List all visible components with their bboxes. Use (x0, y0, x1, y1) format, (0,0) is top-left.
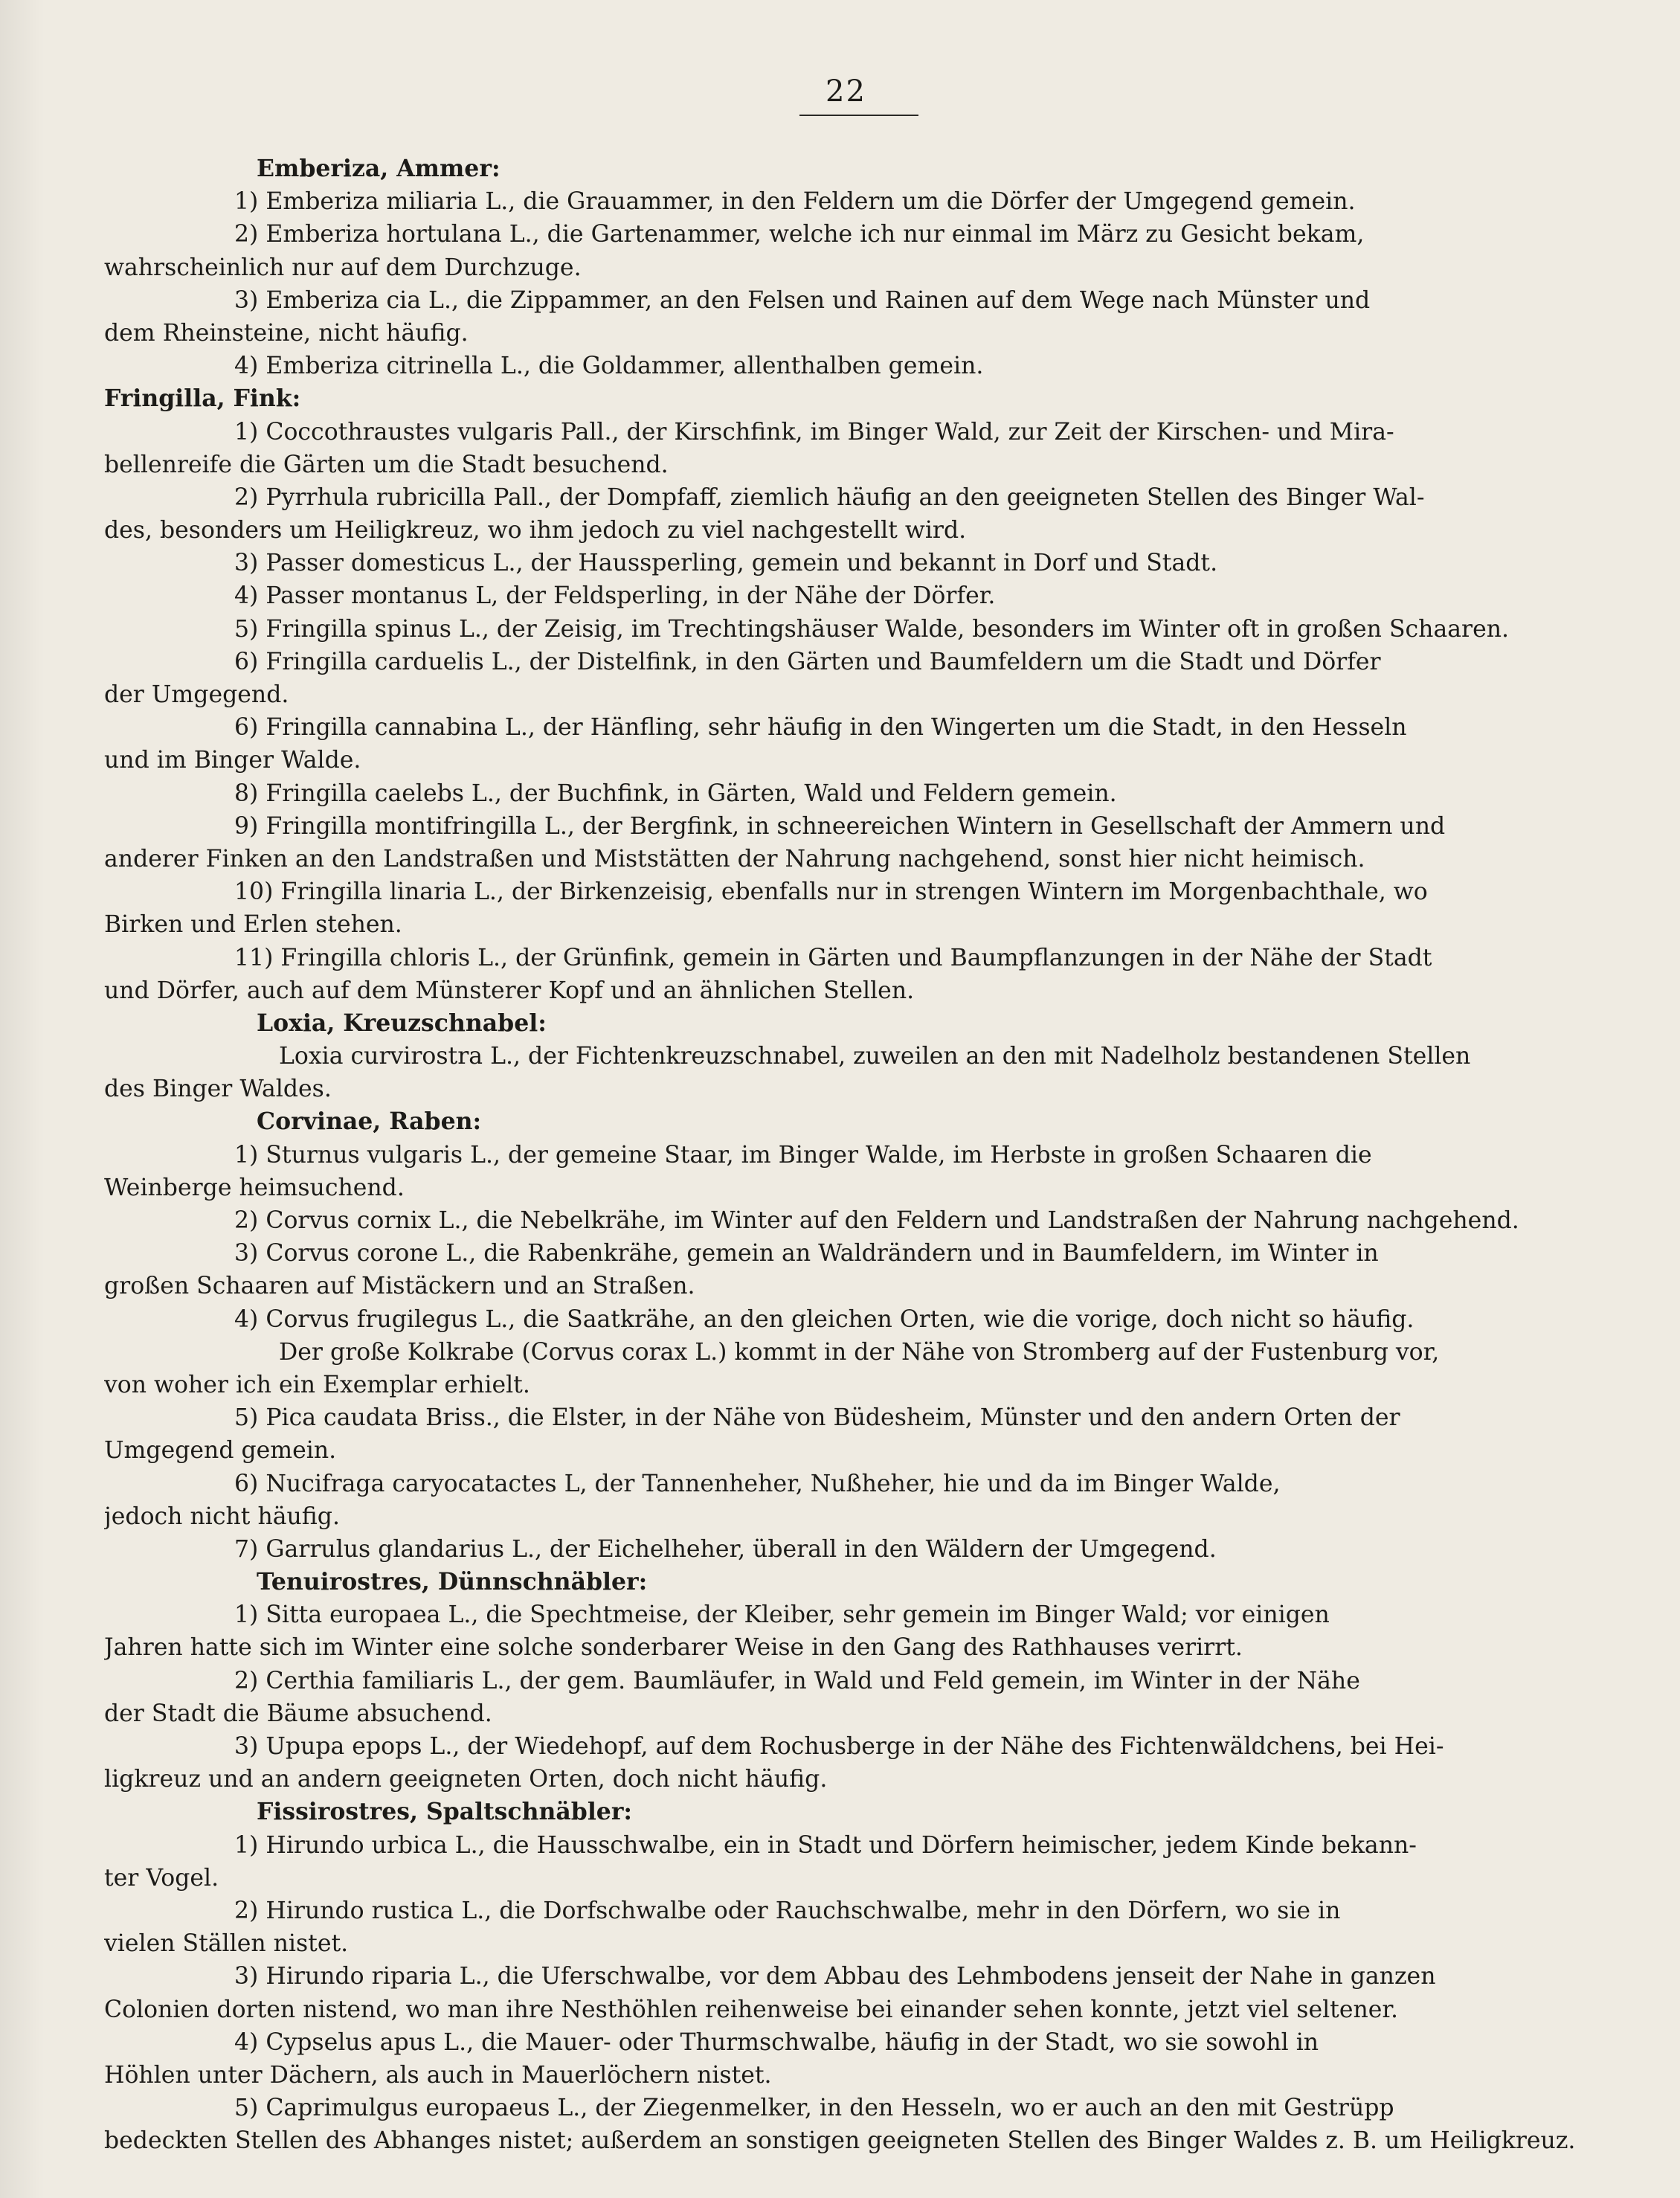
text-line: 4) Corvus frugilegus L., die Saatkrähe, an den gleichen Orten, wie die vorige, doch nicht so häufig. (234, 1305, 1415, 1333)
text-line: 1) Coccothraustes vulgaris Pall., der Kirschfink, im Binger Wald, zur Zeit der Kirschen- und Mira- (234, 418, 1394, 446)
text-line: und Dörfer, auch auf dem Münsterer Kopf und an ähnlichen Stellen. (104, 977, 915, 1004)
text-line: 2) Certhia familiaris L., der gem. Baumläufer, in Wald und Feld gemein, im Winter in der Nähe (234, 1667, 1360, 1694)
page-body (104, 152, 1592, 2157)
text-line: 10) Fringilla linaria L., der Birkenzeisig, ebenfalls nur in strengen Wintern im Morgenbachthale, wo (234, 878, 1428, 906)
text-line: des, besonders um Heiligkreuz, wo ihm jedoch zu viel nachgestellt wird. (104, 517, 967, 544)
text-line: 2) Pyrrhula rubricilla Pall., der Dompfaff, ziemlich häufig an den geeigneten Stellen des Binger Wal- (234, 483, 1425, 511)
text-line: 4) Emberiza citrinella L., die Goldammer, allenthalben gemein. (234, 353, 984, 380)
text-line: 3) Hirundo riparia L., die Uferschwalbe, vor dem Abbau des Lehmbodens jenseit der Nahe in ganzen (234, 1963, 1436, 1990)
text-line: der Umgegend. (104, 681, 289, 708)
text-line: 2) Hirundo rustica L., die Dorfschwalbe oder Rauchschwalbe, mehr in den Dörfern, wo sie in (234, 1897, 1341, 1924)
text-line: Höhlen unter Dächern, als auch in Mauerlöchern nistet. (104, 2061, 772, 2089)
text-line: ter Vogel. (104, 1864, 219, 1892)
section-heading: Emberiza, Ammer: (257, 155, 501, 182)
section-heading: Fringilla, Fink: (104, 385, 301, 413)
text-line: 7) Garrulus glandarius L., der Eichelheher, überall in den Wäldern der Umgegend. (234, 1535, 1217, 1563)
text-line: jedoch nicht häufig. (104, 1503, 340, 1530)
text-line: 3) Corvus corone L., die Rabenkrähe, gemein an Waldrändern und in Baumfeldern, im Winter in (234, 1240, 1379, 1267)
text-line: 3) Passer domesticus L., der Haussperling, gemein und bekannt in Dorf und Stadt. (234, 550, 1218, 577)
text-line: und im Binger Walde. (104, 747, 361, 774)
text-line: 5) Fringilla spinus L., der Zeisig, im Trechtingshäuser Walde, besonders im Winter oft in großen Schaaren. (234, 615, 1510, 643)
text-line: anderer Finken an den Landstraßen und Miststätten der Nahrung nachgehend, sonst hier nicht heimisch. (104, 845, 1365, 873)
text-line: Colonien dorten nistend, wo man ihre Nesthöhlen reihenweise bei einander sehen konnte, jetzt viel seltener. (104, 1996, 1399, 2023)
page-number: 22 (825, 74, 866, 109)
text-line: Loxia curvirostra L., der Fichtenkreuzschnabel, zuweilen an den mit Nadelholz bestandenen Stellen (279, 1043, 1471, 1070)
section-heading: Tenuirostres, Dünnschnäbler: (257, 1568, 648, 1596)
text-line: 3) Upupa epops L., der Wiedehopf, auf dem Rochusberge in der Nähe des Fichtenwäldchens, bei Hei- (234, 1733, 1444, 1760)
text-line: dem Rheinsteine, nicht häufig. (104, 319, 469, 347)
text-line: 6) Fringilla carduelis L., der Distelfink, in den Gärten und Baumfeldern um die Stadt und Dörfer (234, 648, 1381, 675)
text-line: 6) Fringilla cannabina L., der Hänfling, sehr häufig in den Wingerten um die Stadt, in den Hesseln (234, 714, 1407, 742)
section-heading: Loxia, Kreuzschnabel: (257, 1009, 547, 1037)
text-line: 4) Passer montanus L, der Feldsperling, in der Nähe der Dörfer. (234, 582, 996, 610)
text-line: 9) Fringilla montifringilla L., der Bergfink, in schneereichen Wintern in Gesellschaft der Ammern und (234, 812, 1446, 840)
text-line: großen Schaaren auf Mistäckern und an Straßen. (104, 1273, 695, 1300)
text-line: 2) Corvus cornix L., die Nebelkrähe, im Winter auf den Feldern und Landstraßen der Nahrung nachgehend. (234, 1207, 1519, 1234)
text-line: bellenreife die Gärten um die Stadt besuchend. (104, 451, 669, 478)
text-line: Weinberge heimsuchend. (104, 1174, 405, 1201)
text-line: Birken und Erlen stehen. (104, 911, 402, 939)
text-line: 6) Nucifraga caryocatactes L, der Tannenheher, Nußheher, hie und da im Binger Walde, (234, 1470, 1281, 1497)
section-heading: Corvinae, Raben: (257, 1108, 482, 1136)
text-line: Der große Kolkrabe (Corvus corax L.) kommt in der Nähe von Stromberg auf der Fustenburg vor, (279, 1338, 1440, 1366)
text-line: von woher ich ein Exemplar erhielt. (104, 1371, 530, 1398)
text-line: 1) Hirundo urbica L., die Hausschwalbe, ein in Stadt und Dörfern heimischer, jedem Kinde bekann- (234, 1831, 1417, 1859)
text-line: 11) Fringilla chloris L., der Grünfink, gemein in Gärten und Baumpflanzungen in der Nähe der Stadt (234, 944, 1432, 971)
text-line: 5) Pica caudata Briss., die Elster, in der Nähe von Büdesheim, Münster und den andern Orten der (234, 1404, 1400, 1432)
text-line: der Stadt die Bäume absuchend. (104, 1700, 492, 1727)
text-line: wahrscheinlich nur auf dem Durchzuge. (104, 254, 582, 281)
text-line: ligkreuz und an andern geeigneten Orten, doch nicht häufig. (104, 1766, 828, 1793)
text-line: 2) Emberiza hortulana L., die Gartenammer, welche ich nur einmal im März zu Gesicht bekam, (234, 221, 1365, 248)
text-line: 5) Caprimulgus europaeus L., der Ziegenmelker, in den Hesseln, wo er auch an den mit Gestrüpp (234, 2095, 1394, 2122)
text-line: des Binger Waldes. (104, 1076, 332, 1103)
text-line: 1) Emberiza miliaria L., die Grauammer, in den Feldern um die Dörfer der Umgegend gemein. (234, 188, 1356, 216)
text-line: Jahren hatte sich im Winter eine solche sonderbarer Weise in den Gang des Rathhauses verirrt. (104, 1634, 1243, 1662)
text-line: 8) Fringilla caelebs L., der Buchfink, in Gärten, Wald und Feldern gemein. (234, 780, 1117, 807)
text-line: vielen Ställen nistet. (104, 1930, 349, 1958)
text-line: 1) Sturnus vulgaris L., der gemeine Staar, im Binger Walde, im Herbste in großen Schaaren die (234, 1141, 1372, 1169)
text-line: 4) Cypselus apus L., die Mauer- oder Thurmschwalbe, häufig in der Stadt, wo sie sowohl in (234, 2028, 1319, 2056)
text-line: Umgegend gemein. (104, 1437, 337, 1465)
text-line: bedeckten Stellen des Abhanges nistet; außerdem an sonstigen geeigneten Stellen des Binger Waldes z. B. um Heiligkreuz. (104, 2127, 1576, 2155)
text-line: 3) Emberiza cia L., die Zippammer, an den Felsen und Rainen auf dem Wege nach Münster und (234, 286, 1371, 314)
section-heading: Fissirostres, Spaltschnäbler: (257, 1798, 633, 1826)
page-number-rule (799, 115, 918, 116)
text-line: 1) Sitta europaea L., die Spechtmeise, der Kleiber, sehr gemein im Binger Wald; vor einigen (234, 1601, 1330, 1629)
